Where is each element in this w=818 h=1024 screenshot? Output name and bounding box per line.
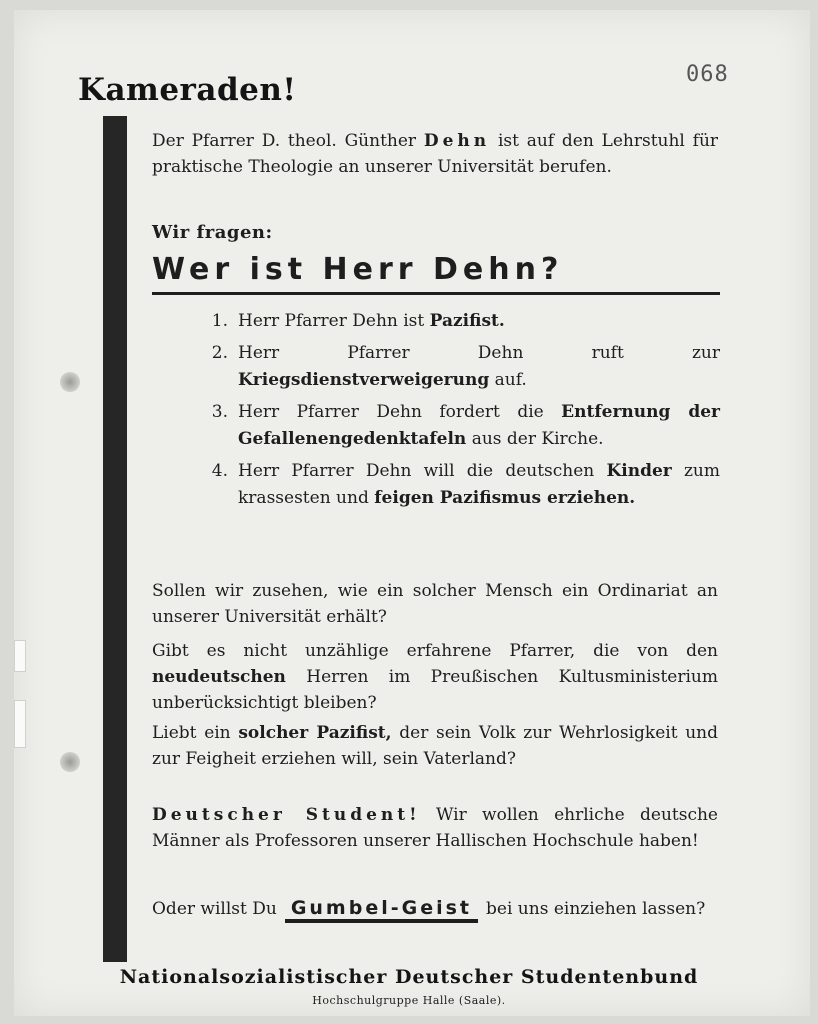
paragraph-text: Gibt es nicht unzählige erfahrene Pfarrer, die von den <box>152 641 718 661</box>
item-text-mid: zum krassesten und <box>238 461 720 508</box>
paragraph-text-end: Herren im Preußischen Kultusministerium unberücksichtigt bleiben? <box>152 667 718 713</box>
item-text-end: auf. <box>494 370 527 390</box>
list-item <box>196 458 720 512</box>
appeal-bold: Deutscher Student! <box>152 805 421 825</box>
punch-hole <box>60 752 80 772</box>
item-text: Herr Pfarrer Dehn ist <box>238 311 425 331</box>
item-number: 1. <box>211 311 228 331</box>
question-lead: Wir fragen: <box>152 222 273 243</box>
item-text-end: aus der Kirche. <box>471 429 604 449</box>
footer-organization: Nationalsozialistischer Deutscher Studentenbund <box>119 966 699 988</box>
paragraph-bold: neudeutschen <box>152 667 286 687</box>
item-bold: Kriegsdienstverweigerung <box>238 370 490 390</box>
big-question: Wer ist Herr Dehn? <box>152 252 720 295</box>
paragraph-text-end: der sein Volk zur Wehrlosigkeit und zur Feigheit erziehen will, sein Vaterland? <box>152 723 719 769</box>
item-text: Herr Pfarrer Dehn fordert die <box>238 402 544 422</box>
paper-tab <box>14 700 26 748</box>
item-number: 3. <box>211 402 228 422</box>
list-item <box>196 308 720 335</box>
item-bold-end: feigen Pazifismus erziehen. <box>374 488 636 508</box>
appeal-paragraph <box>152 802 718 854</box>
intro-text-end: ist auf den Lehrstuhl für praktische Theologie an unserer Universität berufen. <box>152 131 719 177</box>
closing-question <box>152 896 718 923</box>
item-bold: Kinder <box>606 461 672 481</box>
intro-paragraph <box>152 128 718 180</box>
item-text: Herr Pfarrer Dehn will die deutschen <box>238 461 595 481</box>
page-number: 068 <box>686 62 729 87</box>
question-paragraph: Sollen wir zusehen, wie ein solcher Mensch ein Ordinariat an unserer Universität erhält? <box>152 581 718 627</box>
points-list <box>196 308 720 517</box>
item-bold: Pazifist. <box>429 311 505 331</box>
paper-tab <box>14 640 26 672</box>
item-text: Herr Pfarrer Dehn ruft zur <box>238 343 720 363</box>
gumbel-geist-label: Gumbel-Geist <box>285 897 478 923</box>
item-bold: Entfernung der Gefallenengedenktafeln <box>238 402 720 449</box>
list-item <box>196 340 720 394</box>
intro-name: Dehn <box>423 131 491 151</box>
closing-text-end: bei uns einziehen lassen? <box>486 899 706 919</box>
intro-text: Der Pfarrer D. theol. Günther <box>152 131 417 151</box>
list-item <box>196 399 720 453</box>
footer-subtitle: Hochschulgruppe Halle (Saale). <box>312 994 506 1007</box>
item-number: 2. <box>211 343 228 363</box>
punch-hole <box>60 372 80 392</box>
question-paragraph <box>152 720 718 772</box>
paragraph-text: Liebt ein <box>152 723 231 743</box>
item-number: 4. <box>211 461 228 481</box>
closing-text: Oder willst Du <box>152 899 277 919</box>
question-paragraph <box>152 638 718 716</box>
vertical-rule <box>103 116 127 962</box>
page-title: Kameraden! <box>78 72 297 108</box>
appeal-text: Wir wollen ehrliche deutsche Männer als Professoren unserer Hallischen Hochschule haben! <box>152 805 718 851</box>
paragraph-bold: solcher Pazifist, <box>238 723 392 743</box>
